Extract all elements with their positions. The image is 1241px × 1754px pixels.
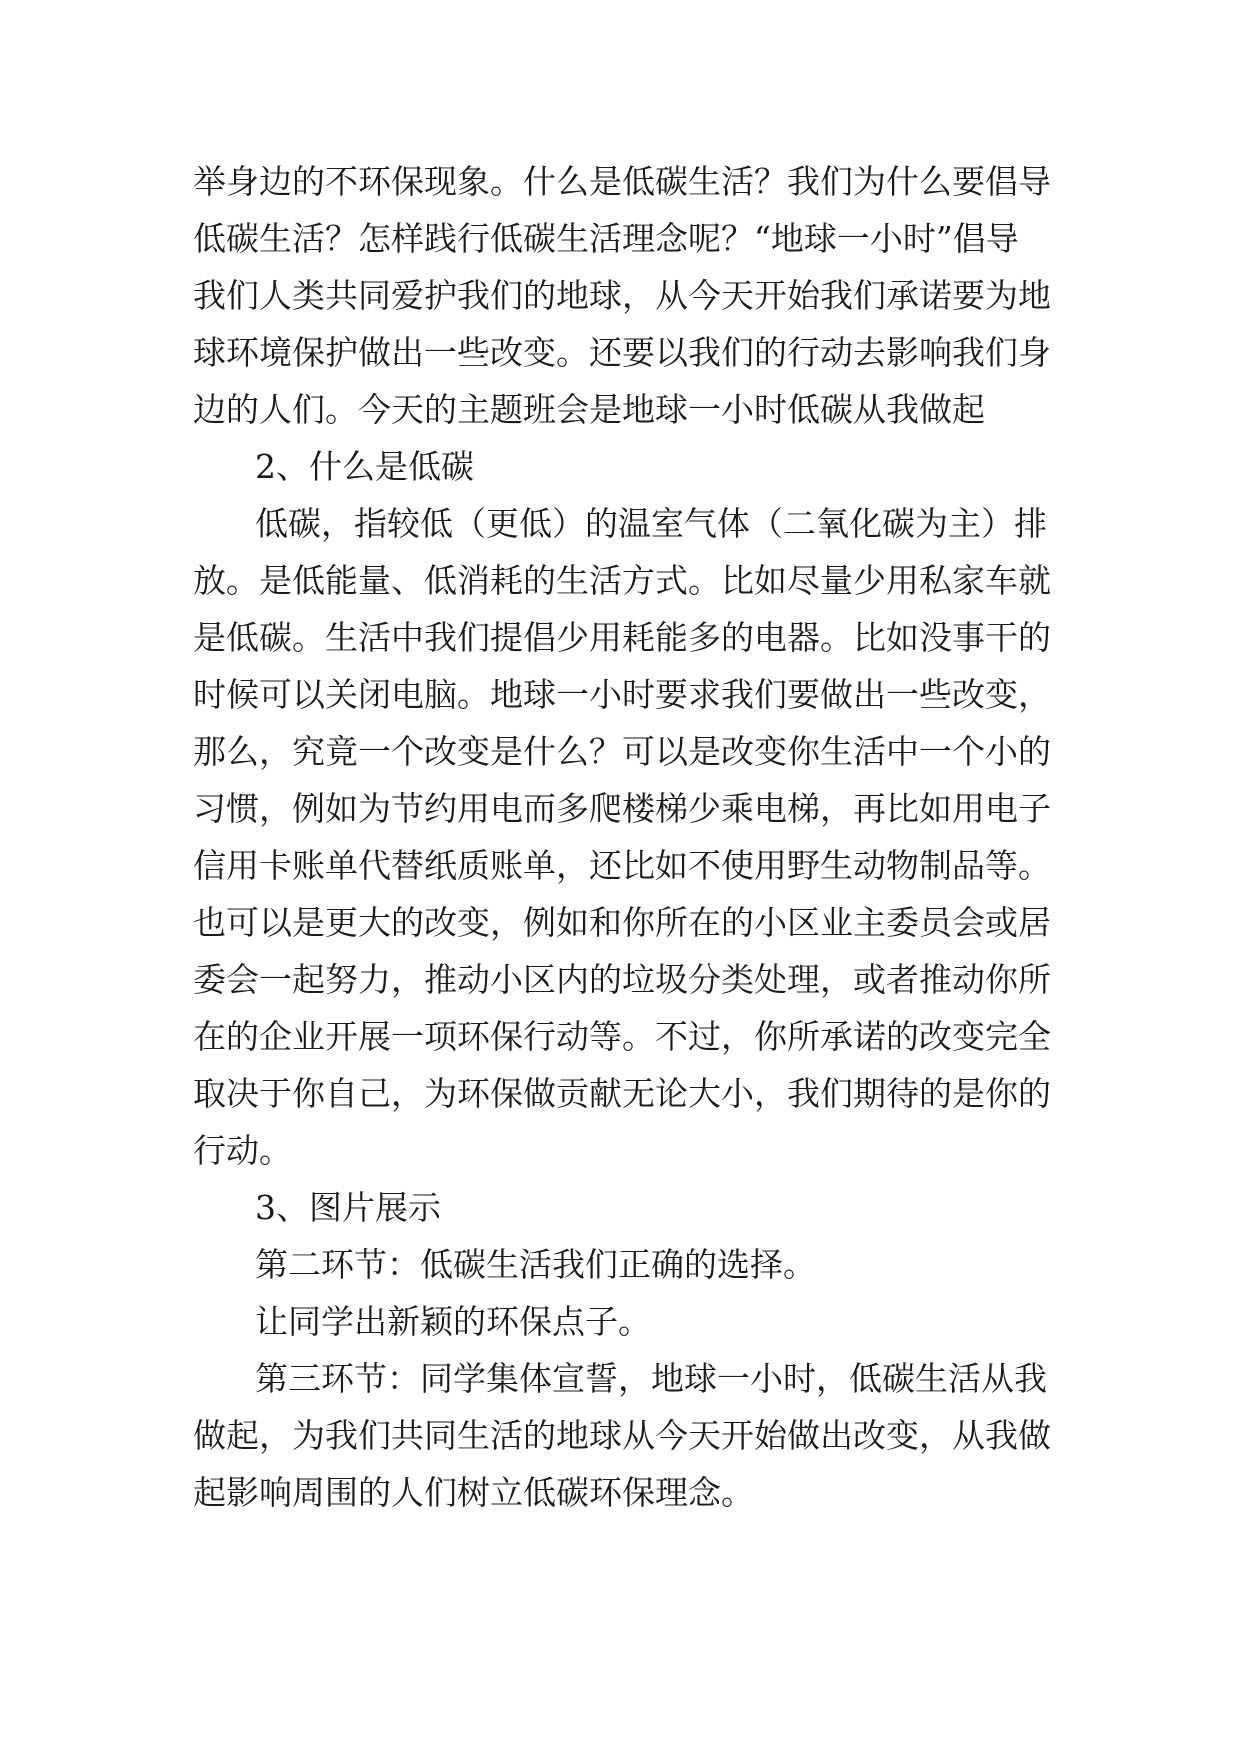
text-line: 取决于你自己，为环保做贡献无论大小，我们期待的是你的 [193,1074,1051,1113]
text-line: 第三环节：同学集体宣誓，地球一小时，低碳生活从我 [255,1359,1047,1398]
text-line: 做起，为我们共同生活的地球从今天开始做出改变，从我做 [193,1416,1051,1455]
text-line: 低碳生活？怎样践行低碳生活理念呢？“地球一小时”倡导 [193,219,1019,258]
section-heading: 2、什么是低碳 [255,447,474,486]
text-line: 边的人们。今天的主题班会是地球一小时低碳从我做起 [193,390,985,429]
text-line: 是低碳。生活中我们提倡少用耗能多的电器。比如没事干的 [193,618,1051,657]
text-line: 时候可以关闭电脑。地球一小时要求我们要做出一些改变， [193,675,1051,714]
text-line: 低碳，指较低（更低）的温室气体（二氧化碳为主）排 [255,504,1047,543]
text-line: 我们人类共同爱护我们的地球，从今天开始我们承诺要为地 [193,276,1051,315]
text-line: 委会一起努力，推动小区内的垃圾分类处理，或者推动你所 [193,960,1051,999]
text-line: 让同学出新颖的环保点子。 [255,1302,651,1341]
text-line: 也可以是更大的改变，例如和你所在的小区业主委员会或居 [193,903,1051,942]
text-line: 行动。 [193,1131,292,1170]
text-line: 第二环节：低碳生活我们正确的选择。 [255,1245,816,1284]
text-line: 起影响周围的人们树立低碳环保理念。 [193,1473,754,1512]
text-line: 放。是低能量、低消耗的生活方式。比如尽量少用私家车就 [193,561,1051,600]
text-line: 球环境保护做出一些改变。还要以我们的行动去影响我们身 [193,333,1051,372]
text-line: 习惯，例如为节约用电而多爬楼梯少乘电梯，再比如用电子 [193,789,1051,828]
text-line: 那么，究竟一个改变是什么？可以是改变你生活中一个小的 [193,732,1051,771]
text-line: 在的企业开展一项环保行动等。不过，你所承诺的改变完全 [193,1017,1051,1056]
text-line: 举身边的不环保现象。什么是低碳生活？我们为什么要倡导 [193,162,1051,201]
text-line: 信用卡账单代替纸质账单，还比如不使用野生动物制品等。 [193,846,1051,885]
section-heading: 3、图片展示 [255,1188,441,1227]
